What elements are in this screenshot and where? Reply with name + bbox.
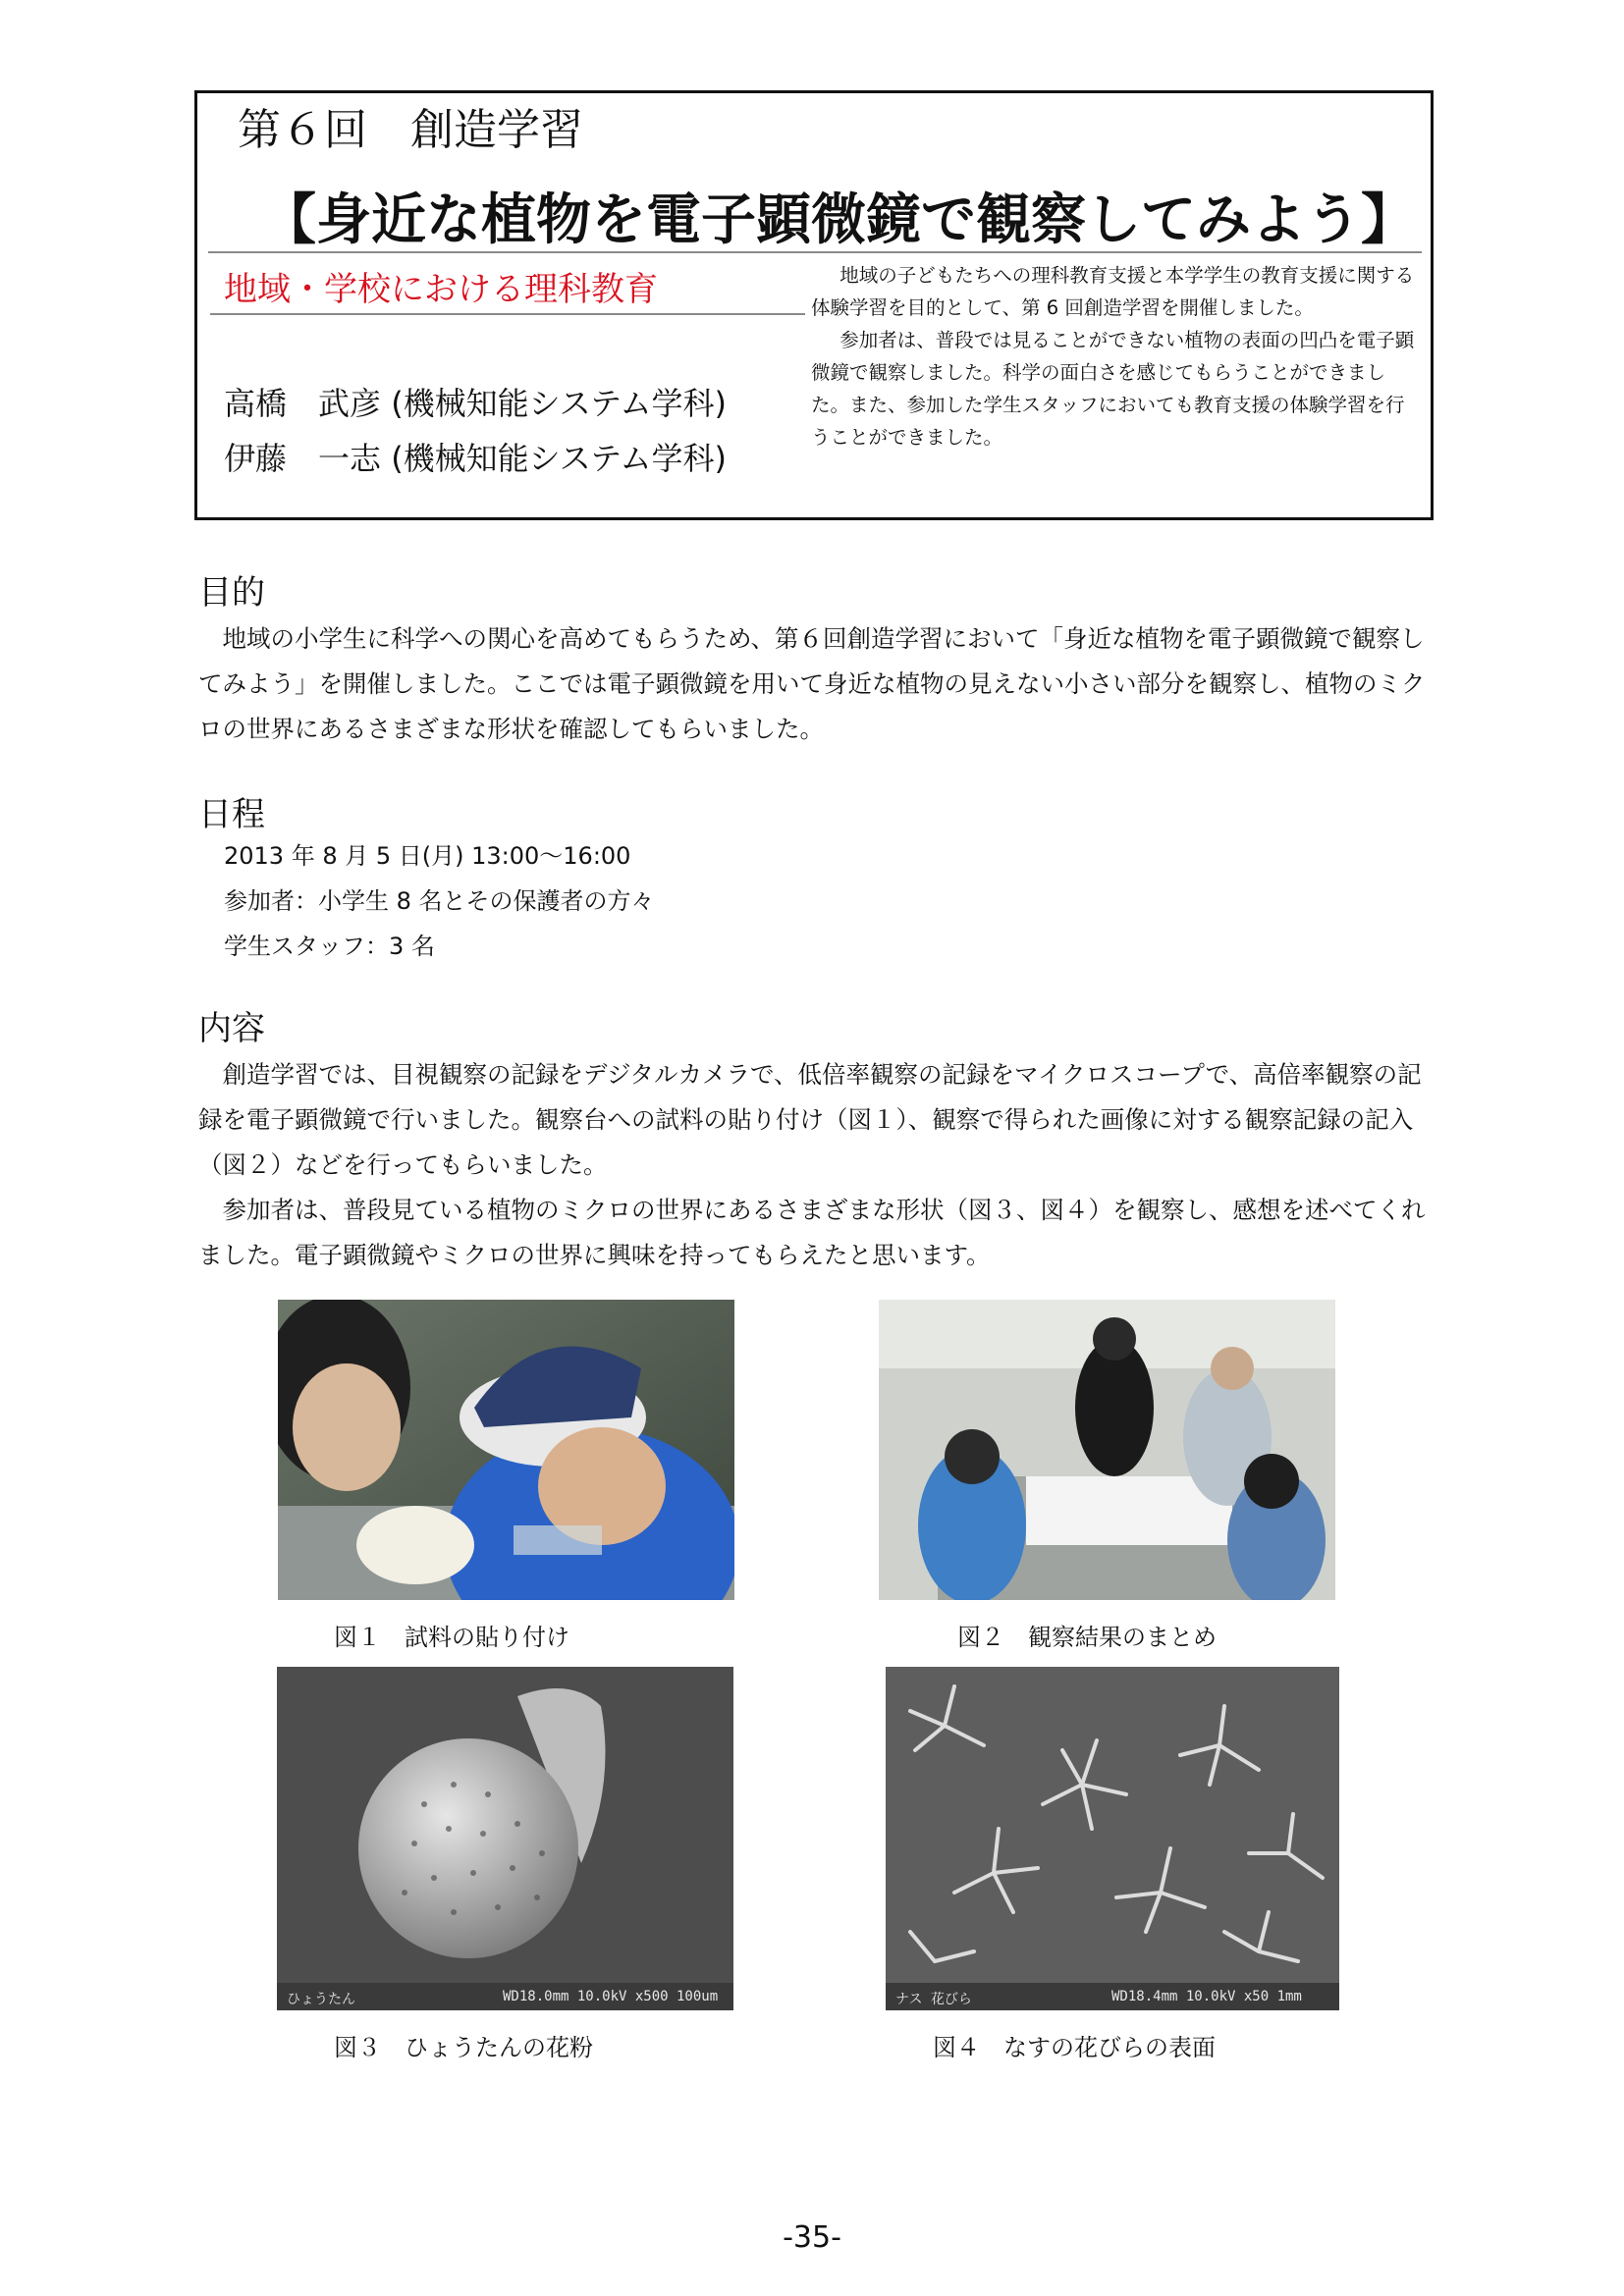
figure-4-image	[886, 1667, 1339, 2010]
content-heading: 内容	[198, 1009, 265, 1048]
summary-paragraph: 地域の子どもたちへの理科教育支援と本学学生の教育支援に関する体験学習を目的として、第 6 回創造学習を開催しました。	[811, 264, 1415, 319]
figure-2-caption: 図２ 観察結果のまとめ	[957, 1624, 1217, 1651]
main-title: 【身近な植物を電子顕微鏡で観察してみよう】	[261, 188, 1416, 252]
page-number: -35-	[783, 2220, 841, 2255]
author-line	[224, 379, 727, 424]
summary	[811, 259, 1418, 454]
summary-paragraph: 参加者は、普段では見ることができない植物の表面の凹凸を電子顕微鏡で観察しました。科学の面白さを感じてもらうことができました。また、参加した学生スタッフにおいても教育支援の体験学習を行うことができました。	[811, 329, 1415, 449]
figure-4-sample-label: ナス 花びら	[895, 1992, 972, 2007]
figure-3-sem-image	[277, 1667, 733, 2010]
figure-2-image	[879, 1300, 1335, 1600]
figure-2-photo	[879, 1300, 1335, 1600]
figure-4-scale-label: WD18.4mm 10.0kV x50 1mm	[1111, 1989, 1302, 2004]
schedule-heading: 日程	[198, 795, 265, 834]
category-label: 地域・学校における理科教育	[224, 270, 658, 309]
purpose-paragraph: 地域の小学生に科学への関心を高めてもらうため、第６回創造学習において「身近な植物を電子顕微鏡で観察してみよう」を開催しました。ここでは電子顕微鏡を用いて身近な植物の見えない小さい部分を観察し、植物のミクロの世界にあるさまざまな形状を確認してもらいました。	[198, 624, 1426, 743]
schedule-date: 2013 年 8 月 5 日(月) 13:00～16:00	[224, 842, 631, 870]
category-divider	[210, 313, 805, 315]
author-affiliation: (機械知能システム学科)	[391, 385, 727, 422]
author-affiliation: (機械知能システム学科)	[391, 440, 727, 477]
figure-1-image	[278, 1300, 734, 1600]
figure-3-scale-label: WD18.0mm 10.0kV x500 100um	[503, 1989, 719, 2004]
content-text	[198, 1052, 1437, 1278]
figure-3-caption: 図３ ひょうたんの花粉	[334, 2034, 593, 2061]
author-line	[224, 434, 727, 479]
title-divider	[208, 251, 1422, 253]
figure-4-sem-image	[886, 1667, 1339, 2010]
figure-1-photo	[278, 1300, 734, 1600]
purpose-heading: 目的	[198, 573, 265, 613]
schedule-staff: 学生スタッフ：3 名	[224, 933, 435, 960]
author-name: 伊藤 一志	[224, 440, 382, 477]
series-title: 第６回 創造学習	[238, 105, 583, 155]
figure-1-caption: 図１ 試料の貼り付け	[334, 1624, 569, 1651]
figure-3-sample-label: ひょうたん	[287, 1992, 355, 2007]
content-paragraph: 創造学習では、目視観察の記録をデジタルカメラで、低倍率観察の記録をマイクロスコープで、高倍率観察の記録を電子顕微鏡で行いました。観察台への試料の貼り付け（図１）、観察で得られた画像に対する観察記録の記入（図２）などを行ってもらいました。	[198, 1060, 1422, 1179]
purpose-text	[198, 616, 1437, 752]
author-name: 高橋 武彦	[224, 385, 382, 422]
figure-4-caption: 図４ なすの花びらの表面	[933, 2034, 1216, 2061]
schedule-participants: 参加者：小学生 8 名とその保護者の方々	[224, 887, 655, 915]
figure-3-image	[277, 1667, 733, 2010]
content-paragraph: 参加者は、普段見ている植物のミクロの世界にあるさまざまな形状（図３、図４）を観察し、感想を述べてくれました。電子顕微鏡やミクロの世界に興味を持ってもらえたと思います。	[198, 1196, 1426, 1269]
